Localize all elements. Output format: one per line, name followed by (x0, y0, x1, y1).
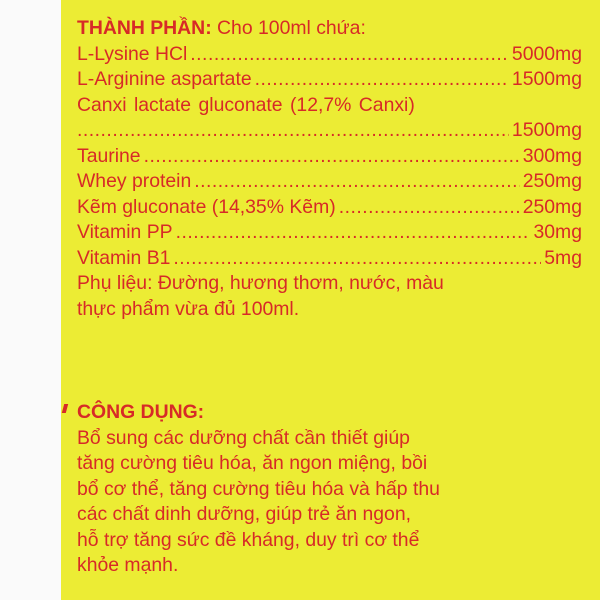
ingredient-amount: 300mg (522, 144, 582, 167)
ingredient-name: Kẽm gluconate (14,35% Kẽm) (77, 195, 336, 218)
excipients-line: thực phẩm vừa đủ 100ml. (77, 297, 300, 320)
ingredient-amount: 30mg (533, 221, 582, 243)
usage-line: Bổ sung các dưỡng chất cần thiết giúp (77, 426, 410, 449)
leader-dots (255, 67, 509, 93)
ingredient-name: Whey protein (77, 170, 192, 192)
composition-heading-line (77, 16, 582, 42)
ingredient-row (77, 144, 582, 170)
ingredient-amount: 1500mg (511, 119, 582, 141)
usage-section (77, 400, 582, 579)
usage-line: bổ cơ thể, tăng cường tiêu hóa và hấp thu (77, 477, 440, 500)
leader-dots (339, 195, 520, 221)
leader-dots (176, 220, 531, 246)
usage-line: hỗ trợ tăng sức đề kháng, duy trì cơ thể (77, 528, 420, 551)
leader-dots (144, 144, 520, 170)
ingredient-name: Vitamin B1 (77, 246, 171, 269)
ingredient-amount: 5000mg (511, 42, 582, 65)
label-panel (61, 0, 600, 600)
ingredient-amount: 5mg (544, 246, 582, 269)
ingredient-row (77, 67, 582, 93)
leader-dots (190, 42, 509, 68)
ingredient-name: L-Arginine aspartate (77, 68, 252, 90)
leader-dots (173, 246, 541, 272)
ingredient-amount: 250mg (522, 195, 582, 218)
composition-intro: Cho 100ml chứa: (217, 17, 366, 39)
ingredient-name: Taurine (77, 144, 141, 167)
ingredient-row (77, 169, 582, 195)
ingredient-name: Canxi lactate gluconate (12,7% Canxi) (77, 93, 415, 116)
usage-heading: CÔNG DỤNG: (77, 401, 205, 423)
ingredient-row (77, 246, 582, 272)
ingredient-name: L-Lysine HCl (77, 42, 188, 65)
composition-section (77, 16, 582, 322)
leader-dots (77, 118, 509, 144)
leader-dots (194, 169, 519, 195)
ingredient-row (77, 118, 582, 144)
ingredient-row (77, 93, 582, 119)
print-mark (62, 404, 68, 413)
usage-line: tăng cường tiêu hóa, ăn ngon miệng, bồi (77, 452, 428, 474)
ingredient-amount: 250mg (522, 170, 582, 192)
composition-heading: THÀNH PHẦN: (77, 17, 212, 39)
ingredient-amount: 1500mg (511, 68, 582, 90)
excipients-line: Phụ liệu: Đường, hương thơm, nước, màu (77, 272, 444, 294)
usage-line: các chất dinh dưỡng, giúp trẻ ăn ngon, (77, 503, 412, 525)
ingredient-row (77, 42, 582, 68)
usage-line: khỏe mạnh. (77, 554, 179, 576)
ingredient-name: Vitamin PP (77, 221, 173, 243)
ingredient-row (77, 195, 582, 221)
ingredient-row (77, 220, 582, 246)
